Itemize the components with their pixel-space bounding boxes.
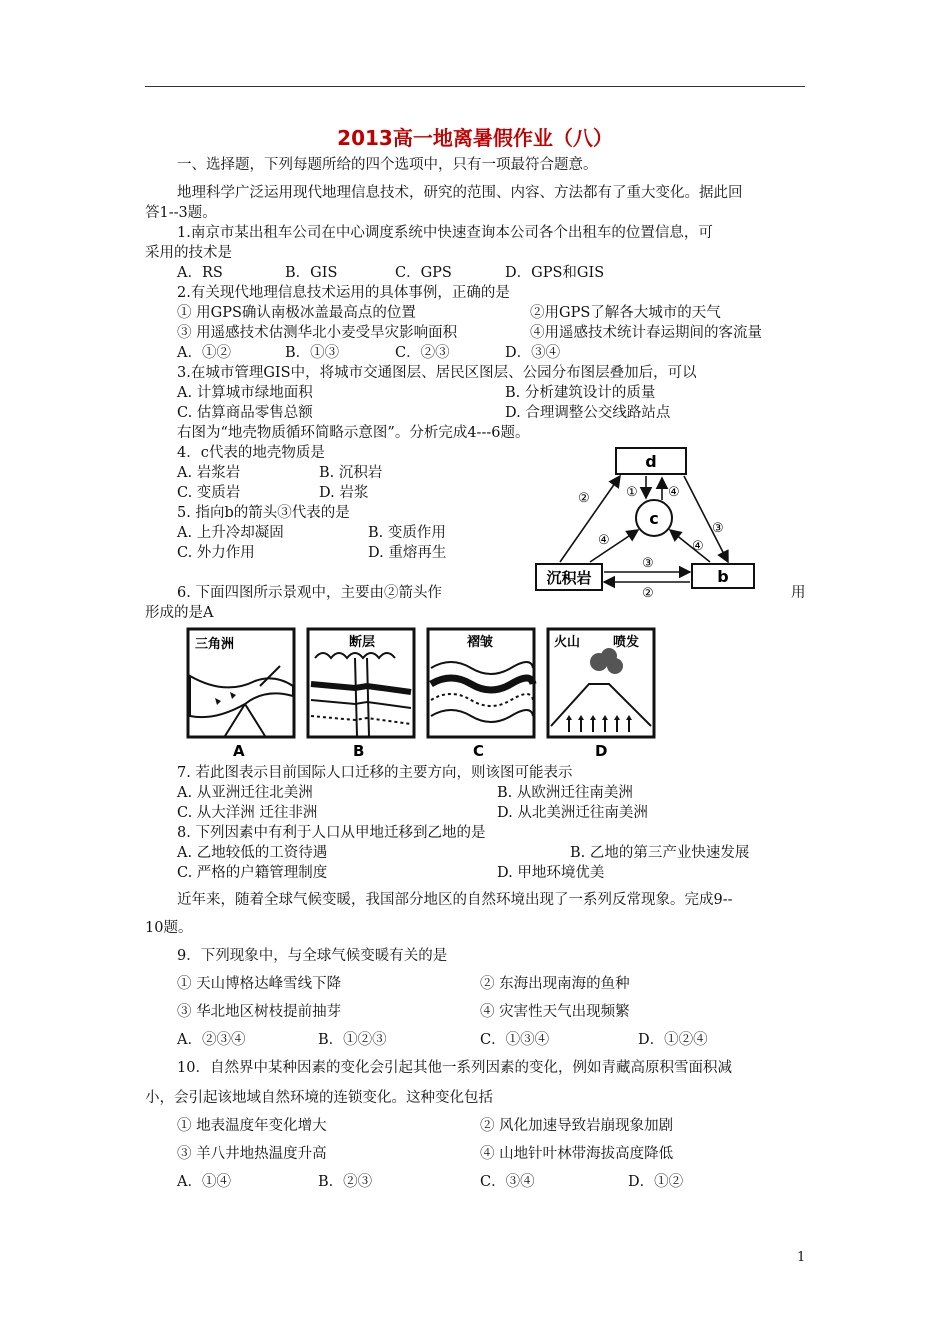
text-line: D. 甲地环境优美 [497,865,605,881]
text-line: ③ 华北地区树枝提前抽芽 [177,1004,342,1020]
node-sediment-label: 沉积岩 [546,569,592,587]
text-line: C. 变质岩 [177,485,241,501]
text-line: ① 地表温度年变化增大 [177,1118,327,1134]
svg-text:A: A [233,742,245,760]
node-c-label: c [649,509,659,528]
text-line: B. 沉积岩 [319,465,383,481]
svg-text:褶皱: 褶皱 [467,635,494,650]
text-line: D. 岩浆 [319,485,369,501]
text-line: C. 从大洋洲 迁往非洲 [177,805,318,821]
text-line: C．①③④ [480,1032,550,1048]
text-line: D. 从北美洲迁往南美洲 [497,805,648,821]
svg-text:D: D [595,742,608,760]
text-line: 5. 指向b的箭头③代表的是 [177,505,350,521]
text-line: A．①② [177,345,231,361]
text-line: 4．c代表的地壳物质是 [177,445,325,461]
text-line: 地理科学广泛运用现代地理信息技术，研究的范围、内容、方法都有了重大变化。据此回 [177,185,743,201]
panel-fault [308,629,414,760]
svg-text:断层: 断层 [349,635,376,650]
text-line: 形成的是A [145,605,214,621]
text-line: 2.有关现代地理信息技术运用的具体事例，正确的是 [177,285,510,301]
label-1: ① [626,485,638,500]
label-3-bottom: ③ [642,556,654,571]
svg-text:喷发: 喷发 [613,635,640,650]
panel-fold [428,629,534,760]
text-line: C. 外力作用 [177,545,255,561]
text-line: A. 乙地较低的工资待遇 [177,845,328,861]
svg-text:C: C [473,742,485,760]
text-line: 1.南京市某出租车公司在中心调度系统中快速查询本公司各个出租车的位置信息，可 [177,225,713,241]
text-line: D．①② [628,1174,684,1190]
text-line: C．③④ [480,1174,535,1190]
text-line: A．RS [177,265,223,281]
text-line: 采用的技术是 [145,245,232,261]
text-line: 答1--3题。 [145,205,217,221]
panel-delta [188,629,294,760]
text-line: 6. 下面四图所示景观中，主要由②箭头作 [177,585,442,601]
text-line: C．GPS [395,265,452,281]
landscape-panels [185,626,665,761]
text-line: B. 从欧洲迁往南美洲 [497,785,633,801]
text-line: 10．自然界中某种因素的变化会引起其他一系列因素的变化，例如青藏高原积雪面积减 [177,1060,732,1076]
text-line: ② 东海出现南海的鱼种 [480,976,630,992]
text-line: D. 合理调整公交线路站点 [505,405,671,421]
text-line: 7. 若此图表示目前国际人口迁移的主要方向，则该图可能表示 [177,765,573,781]
text-line: A. 从亚洲迁往北美洲 [177,785,313,801]
text-line: A．①④ [177,1174,231,1190]
svg-text:三角洲: 三角洲 [195,637,235,652]
text-line: A. 上升冷却凝固 [177,525,284,541]
label-2-bottom: ② [642,586,654,600]
arrow-d-to-b [684,476,728,562]
text-line: D．①②④ [638,1032,708,1048]
label-2-left: ② [578,491,590,506]
text-line: ③ 用遥感技术估测华北小麦受旱灾影响面积 [177,325,458,341]
text-line: ① 用GPS确认南极冰盖最高点的位置 [177,305,416,321]
text-line: 10题。 [145,920,193,936]
label-4-left: ④ [598,533,610,548]
label-4-top: ④ [668,485,680,500]
text-line: ④ 山地针叶林带海拔高度降低 [480,1146,674,1162]
text-line: B. 乙地的第三产业快速发展 [570,845,750,861]
text-line: D. 重熔再生 [368,545,447,561]
label-4-right: ④ [692,539,704,554]
text-line: B. 分析建筑设计的质量 [505,385,656,401]
text-line: B. 变质作用 [368,525,446,541]
text-line: D．③④ [505,345,561,361]
text-line: ④用遥感技术统计春运期间的客流量 [530,325,762,341]
panel-volcano [548,629,654,760]
text-line: 近年来，随着全球气候变暖，我国部分地区的自然环境出现了一系列反常现象。完成9-- [177,892,733,908]
label-3-right: ③ [712,521,724,536]
text-line: B．①③ [285,345,340,361]
text-line: A. 岩浆岩 [177,465,241,481]
node-d-label: d [645,452,657,471]
rock-cycle-diagram [520,440,780,600]
text-line: B．GIS [285,265,338,281]
node-b-label: b [717,567,729,586]
header-rule [145,86,805,87]
text-line: C．②③ [395,345,450,361]
svg-text:火山: 火山 [554,635,581,650]
text-line: 右图为“地壳物质循环简略示意图”。分析完成4---6题。 [177,425,530,441]
text-line: 小，会引起该地域自然环境的连锁变化。这种变化包括 [145,1090,493,1106]
text-line: ① 天山博格达峰雪线下降 [177,976,342,992]
text-line: B．②③ [318,1174,373,1190]
text-line: 9．下列现象中，与全球气候变暖有关的是 [177,948,448,964]
text-line: B．①②③ [318,1032,387,1048]
text-line: 8. 下列因素中有利于人口从甲地迁移到乙地的是 [177,825,486,841]
svg-text:B: B [353,742,365,760]
text-line: C. 严格的户籍管理制度 [177,865,328,881]
text-line: C. 估算商品零售总额 [177,405,313,421]
text-line: 3.在城市管理GIS中，将城市交通图层、居民区图层、公园分布图层叠加后，可以 [177,365,697,381]
text-line: A．②③④ [177,1032,246,1048]
text-line: 一、选择题，下列每题所给的四个选项中，只有一项最符合题意。 [177,157,598,173]
text-line: ④ 灾害性天气出现频繁 [480,1004,630,1020]
text-line: A. 计算城市绿地面积 [177,385,313,401]
arrow-sed-to-d [560,476,620,562]
page-number: 1 [797,1250,806,1265]
page-title: 2013高一地离暑假作业（八） [337,126,613,150]
text-line: D．GPS和GIS [505,265,605,281]
arrow-b-to-c [670,530,710,562]
text-line: 用 [791,585,806,601]
text-line: ②用GPS了解各大城市的天气 [530,305,721,321]
text-line: ③ 羊八井地热温度升高 [177,1146,327,1162]
text-line: ② 风化加速导致岩崩现象加剧 [480,1118,674,1134]
